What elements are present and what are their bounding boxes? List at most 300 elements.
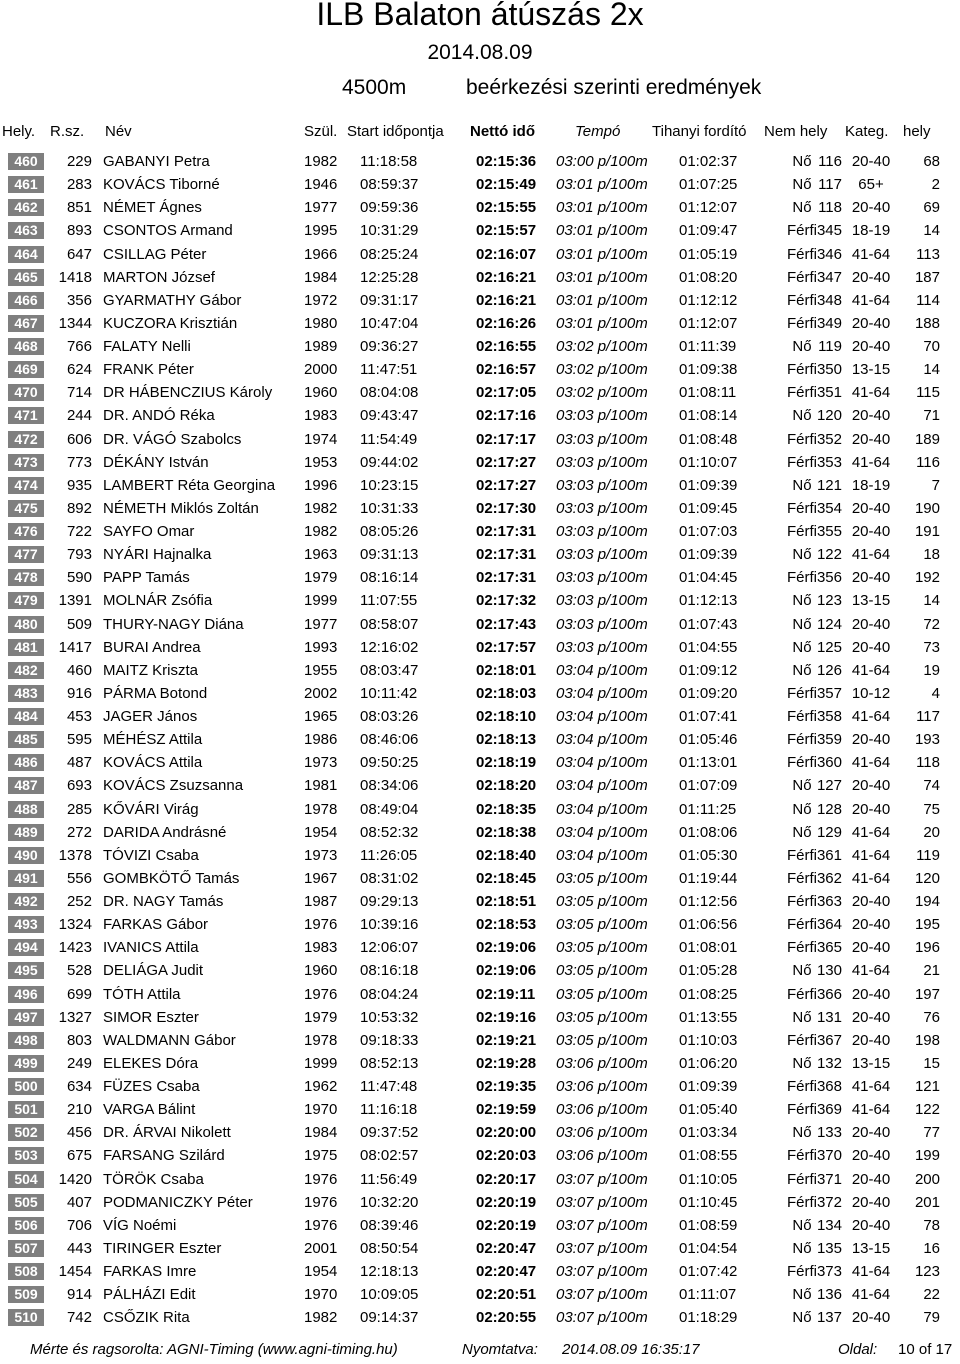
table-row [0,844,960,867]
table-row [0,1168,960,1191]
row-category-place: 116 [916,453,940,471]
row-category-place: 196 [914,939,940,957]
row-name: MARTON József [103,268,215,286]
row-gender: Nő [792,546,812,564]
row-net-time: 02:16:07 [476,245,537,263]
row-net-time: 02:17:30 [476,499,537,517]
row-start-number: 249 [66,1054,92,1072]
row-net-time: 02:20:19 [476,1193,537,1211]
row-rank: 463 [8,222,44,239]
row-category-place: 22 [923,1286,940,1304]
table-row [0,821,960,844]
row-category: 20-40 [851,523,891,540]
table-row [0,1237,960,1260]
row-rank: 478 [8,569,44,586]
row-net-time: 02:19:21 [476,1031,537,1049]
row-category-place: 4 [931,684,940,702]
row-start-time: 10:31:29 [360,222,419,240]
row-tempo: 03:03 p/100m [556,453,648,471]
row-category-place: 16 [923,1239,940,1257]
row-start-number: 1378 [58,846,92,864]
row-net-time: 02:18:51 [476,893,537,910]
row-net-time: 02:17:31 [476,523,537,540]
event-date: 2014.08.09 [427,41,533,64]
row-tihany-split: 01:12:56 [679,893,738,910]
row-gender-place: 371 [816,1170,842,1188]
row-start-time: 09:59:36 [360,199,419,217]
row-start-number: 851 [66,199,92,217]
row-start-number: 1418 [58,268,92,286]
row-birth-year: 1982 [304,153,338,170]
row-start-time: 08:39:46 [360,1216,419,1234]
row-tihany-split: 01:07:09 [679,777,738,795]
row-category: 20-40 [851,1216,891,1234]
row-category-place: 78 [923,1216,940,1234]
table-row [0,474,960,497]
row-category-place: 193 [914,731,940,749]
row-gender-place: 126 [816,661,842,679]
row-birth-year: 1982 [304,499,338,517]
row-rank: 502 [8,1124,44,1141]
col-header-tihany: Tihanyi fordító [652,123,747,140]
row-birth-year: 1989 [304,338,338,355]
row-tempo: 03:05 p/100m [556,869,648,887]
row-net-time: 02:19:11 [476,985,536,1003]
row-tempo: 03:04 p/100m [556,846,648,864]
row-gender-place: 136 [816,1286,842,1304]
row-rank: 481 [8,639,44,656]
row-gender-place: 358 [816,708,842,725]
row-start-time: 08:05:26 [360,523,419,540]
row-rank: 505 [8,1194,44,1211]
row-start-time: 08:16:14 [360,569,419,587]
row-tempo: 03:05 p/100m [556,939,648,957]
row-start-time: 08:02:57 [360,1147,419,1165]
row-birth-year: 1977 [304,615,338,633]
row-tihany-split: 01:05:30 [679,846,738,864]
row-start-time: 09:31:13 [360,546,419,564]
row-name: NÉMET Ágnes [103,199,202,217]
row-rank: 470 [8,384,44,401]
row-start-time: 11:54:49 [360,430,418,448]
row-tihany-split: 01:11:25 [679,800,737,818]
row-category: 20-40 [851,153,891,170]
row-start-time: 11:47:51 [360,361,418,379]
row-tihany-split: 01:18:29 [679,1309,738,1327]
row-start-number: 714 [66,384,92,402]
row-tempo: 03:06 p/100m [556,1124,648,1142]
row-rank: 509 [8,1286,44,1303]
row-start-time: 08:03:47 [360,661,419,679]
row-start-number: 210 [66,1101,92,1119]
row-tihany-split: 01:07:25 [679,176,738,194]
row-gender-place: 360 [816,754,842,772]
row-tihany-split: 01:09:38 [679,361,738,379]
row-net-time: 02:16:21 [476,268,537,286]
row-birth-year: 1972 [304,291,338,309]
row-gender: Férfi [787,430,817,448]
row-tempo: 03:07 p/100m [556,1193,648,1211]
row-rank: 468 [8,338,44,355]
row-net-time: 02:17:32 [476,592,537,610]
table-row [0,636,960,659]
row-birth-year: 1980 [304,314,338,332]
row-birth-year: 1973 [304,846,338,864]
row-rank: 474 [8,477,44,494]
table-row [0,196,960,219]
row-name: FARKAS Gábor [103,916,209,934]
row-start-time: 08:03:26 [360,708,419,725]
row-category-place: 79 [923,1309,940,1327]
row-rank: 473 [8,454,44,471]
row-category: 10-12 [851,684,891,702]
row-tempo: 03:01 p/100m [556,222,648,240]
row-gender-place: 133 [816,1124,842,1142]
row-category: 20-40 [851,916,891,934]
row-tihany-split: 01:12:07 [679,199,738,217]
row-gender-place: 350 [816,361,842,379]
row-name: DÉKÁNY István [103,453,209,471]
row-birth-year: 1999 [304,592,338,610]
row-gender-place: 116 [818,153,842,170]
row-birth-year: 2002 [304,684,338,702]
row-name: KOVÁCS Zsuzsanna [103,777,244,795]
row-gender-place: 134 [816,1216,842,1234]
row-gender: Nő [792,592,812,610]
row-category-place: 188 [914,314,940,332]
row-rank: 494 [8,939,44,956]
row-tempo: 03:04 p/100m [556,661,648,679]
row-net-time: 02:20:17 [476,1170,537,1188]
row-gender: Férfi [787,1263,817,1280]
row-birth-year: 1976 [304,1193,338,1211]
row-birth-year: 1974 [304,430,338,448]
row-category-place: 115 [916,384,940,402]
row-category: 41-64 [851,291,891,309]
row-gender: Férfi [787,268,817,286]
row-birth-year: 1970 [304,1101,338,1119]
row-tihany-split: 01:06:20 [679,1054,738,1072]
row-gender-place: 353 [816,453,842,471]
row-name: MAITZ Kriszta [103,661,199,679]
row-net-time: 02:18:01 [476,661,537,679]
row-category-place: 75 [923,800,940,818]
row-net-time: 02:16:21 [476,291,537,309]
row-name: DR. NAGY Tamás [103,893,224,910]
row-net-time: 02:20:47 [476,1239,537,1257]
row-gender: Nő [792,800,812,818]
row-gender-place: 125 [816,638,842,656]
row-name: THURY-NAGY Diána [103,615,244,633]
row-birth-year: 1946 [304,176,338,194]
row-start-time: 10:53:32 [360,1008,419,1026]
row-birth-year: 1975 [304,1147,338,1165]
table-row [0,173,960,196]
row-name: CSŐZIK Rita [103,1309,190,1327]
row-tihany-split: 01:09:47 [679,222,738,240]
row-gender: Nő [792,1008,812,1026]
row-rank: 477 [8,546,44,563]
row-category-place: 113 [916,245,940,263]
row-start-number: 283 [66,176,92,194]
row-gender-place: 363 [816,893,842,910]
row-category-place: 2 [931,176,940,194]
table-row [0,566,960,589]
col-header-hely: Hely. [2,123,36,140]
row-gender: Nő [792,1239,812,1257]
row-gender: Nő [792,338,812,355]
row-start-number: 1454 [58,1263,92,1280]
row-net-time: 02:18:13 [476,731,537,749]
table-row [0,728,960,751]
row-tihany-split: 01:19:44 [679,869,738,887]
row-start-time: 11:07:55 [360,592,418,610]
row-name: PAPP Tamás [103,569,190,587]
row-start-time: 12:06:07 [360,939,419,957]
row-gender-place: 121 [816,476,842,494]
row-category: 20-40 [851,499,891,517]
row-rank: 495 [8,962,44,979]
row-birth-year: 1981 [304,777,338,795]
row-rank: 486 [8,754,44,771]
row-start-time: 10:39:16 [360,916,419,934]
row-tihany-split: 01:04:45 [679,569,738,587]
results-table [0,150,960,1329]
row-net-time: 02:17:27 [476,476,537,494]
row-tihany-split: 01:11:07 [679,1286,737,1304]
row-category-place: 19 [923,661,940,679]
row-gender-place: 128 [816,800,842,818]
row-gender: Férfi [787,869,817,887]
row-category-place: 69 [923,199,940,217]
row-birth-year: 1999 [304,1054,338,1072]
row-gender-place: 361 [816,846,842,864]
row-net-time: 02:20:00 [476,1124,537,1142]
table-row [0,798,960,821]
row-tihany-split: 01:13:55 [679,1008,738,1026]
row-tihany-split: 01:05:19 [679,245,738,263]
row-gender: Férfi [787,1031,817,1049]
row-rank: 485 [8,731,44,748]
row-rank: 469 [8,361,44,378]
row-category-place: 197 [914,985,940,1003]
row-name: TIRINGER Eszter [103,1239,222,1257]
row-net-time: 02:20:19 [476,1216,537,1234]
row-gender: Férfi [787,499,817,517]
row-gender: Nő [792,476,812,494]
row-category: 41-64 [851,1263,891,1280]
row-name: FARSANG Szilárd [103,1147,225,1165]
row-category: 13-15 [851,361,891,379]
row-category: 13-15 [851,592,891,610]
row-net-time: 02:16:57 [476,361,537,379]
row-rank: 490 [8,847,44,864]
col-header-nemhely: Nem hely [764,123,828,140]
row-rank: 498 [8,1032,44,1049]
table-row [0,613,960,636]
row-category-place: 198 [914,1031,940,1049]
row-rank: 491 [8,870,44,887]
row-net-time: 02:15:36 [476,153,537,170]
col-header-start: Start időpontja [347,123,444,140]
row-name: MOLNÁR Zsófia [103,592,213,610]
row-gender-place: 117 [818,176,842,194]
row-name: GOMBKÖTŐ Tamás [103,869,240,887]
row-tempo: 03:03 p/100m [556,546,648,564]
row-name: GYARMATHY Gábor [103,291,242,309]
row-birth-year: 1955 [304,661,338,679]
row-birth-year: 1976 [304,1216,338,1234]
row-category: 41-64 [851,1286,891,1304]
row-rank: 489 [8,824,44,841]
footer-printed-value: 2014.08.09 16:35:17 [562,1341,700,1358]
row-birth-year: 1954 [304,823,338,841]
row-gender: Férfi [787,1193,817,1211]
row-start-time: 08:04:08 [360,384,419,402]
table-row [0,589,960,612]
row-category-place: 14 [923,222,940,240]
row-tihany-split: 01:12:07 [679,314,738,332]
row-start-number: 766 [66,338,92,355]
row-category: 20-40 [851,1193,891,1211]
row-gender-place: 365 [816,939,842,957]
row-start-time: 11:26:05 [360,846,418,864]
row-category: 41-64 [851,869,891,887]
row-net-time: 02:17:05 [476,384,537,402]
table-row [0,335,960,358]
row-tihany-split: 01:04:54 [679,1239,738,1257]
row-category-place: 201 [914,1193,940,1211]
row-start-number: 1420 [58,1170,92,1188]
row-category: 20-40 [851,893,891,910]
row-start-number: 443 [66,1239,92,1257]
row-rank: 506 [8,1217,44,1234]
row-start-time: 08:52:13 [360,1054,419,1072]
row-category: 41-64 [851,1078,891,1095]
row-category: 41-64 [851,1101,891,1119]
row-category: 65+ [858,176,884,194]
col-header-szul: Szül. [304,123,338,140]
row-start-number: 693 [66,777,92,795]
row-rank: 493 [8,916,44,933]
row-tempo: 03:04 p/100m [556,684,648,702]
row-tihany-split: 01:10:45 [679,1193,738,1211]
row-gender-place: 119 [818,338,842,355]
row-start-number: 229 [66,153,92,170]
row-start-time: 12:25:28 [360,268,419,286]
table-row [0,1260,960,1283]
row-category: 41-64 [851,754,891,772]
row-gender: Nő [792,1124,812,1142]
row-tihany-split: 01:09:39 [679,546,738,564]
table-row [0,1283,960,1306]
row-tempo: 03:07 p/100m [556,1286,648,1304]
row-name: FALATY Nelli [103,338,191,355]
row-start-time: 09:31:17 [360,291,419,309]
row-tihany-split: 01:08:20 [679,268,738,286]
table-row [0,1029,960,1052]
row-gender-place: 356 [816,569,842,587]
row-birth-year: 1982 [304,1309,338,1327]
row-birth-year: 1983 [304,939,338,957]
row-net-time: 02:15:55 [476,199,537,217]
row-gender: Férfi [787,222,817,240]
row-category: 20-40 [851,430,891,448]
row-tihany-split: 01:08:25 [679,985,738,1003]
row-gender: Férfi [787,916,817,934]
row-tihany-split: 01:05:46 [679,731,738,749]
row-start-time: 12:18:13 [360,1263,419,1280]
row-gender: Férfi [787,1101,817,1119]
row-tempo: 03:02 p/100m [556,384,648,402]
row-start-time: 11:47:48 [360,1078,418,1095]
row-category: 41-64 [851,453,891,471]
row-rank: 464 [8,246,44,263]
row-start-number: 244 [66,407,92,425]
table-row [0,520,960,543]
row-start-number: 722 [66,523,92,540]
row-gender: Nő [792,1216,812,1234]
row-name: MÉHÉSZ Attila [103,731,203,749]
row-tempo: 03:05 p/100m [556,1031,648,1049]
row-tempo: 03:03 p/100m [556,407,648,425]
row-gender: Nő [792,638,812,656]
row-category: 18-19 [851,476,891,494]
row-net-time: 02:18:20 [476,777,537,795]
row-start-time: 10:32:20 [360,1193,419,1211]
row-start-number: 773 [66,453,92,471]
row-start-number: 916 [66,684,92,702]
row-name: KOVÁCS Tiborné [103,176,220,194]
row-category-place: 68 [923,153,940,170]
row-tempo: 03:04 p/100m [556,777,648,795]
row-gender: Nő [792,176,812,194]
row-start-number: 624 [66,361,92,379]
row-birth-year: 2000 [304,361,338,379]
row-rank: 507 [8,1240,44,1257]
row-start-number: 456 [66,1124,92,1142]
row-start-number: 914 [66,1286,92,1304]
table-row [0,497,960,520]
row-tempo: 03:07 p/100m [556,1263,648,1280]
table-row [0,1006,960,1029]
row-start-number: 595 [66,731,92,749]
row-gender: Férfi [787,245,817,263]
row-category-place: 191 [914,523,940,540]
row-category: 13-15 [851,1239,891,1257]
row-name: VARGA Bálint [103,1101,196,1119]
row-category-place: 187 [914,268,940,286]
row-name: SIMOR Eszter [103,1008,199,1026]
row-gender: Férfi [787,1170,817,1188]
row-tempo: 03:01 p/100m [556,176,648,194]
row-category-place: 119 [916,846,940,864]
row-net-time: 02:18:40 [476,846,537,864]
row-category-place: 74 [923,777,940,795]
row-gender: Férfi [787,985,817,1003]
row-start-number: 1391 [58,592,92,610]
row-start-time: 11:56:49 [360,1170,418,1188]
row-birth-year: 1979 [304,569,338,587]
row-gender: Férfi [787,523,817,540]
row-category-place: 118 [916,754,940,772]
row-start-time: 10:11:42 [360,684,418,702]
row-tihany-split: 01:04:55 [679,638,738,656]
table-row [0,1098,960,1121]
table-row [0,404,960,427]
row-rank: 461 [8,176,44,193]
row-start-time: 08:31:02 [360,869,419,887]
